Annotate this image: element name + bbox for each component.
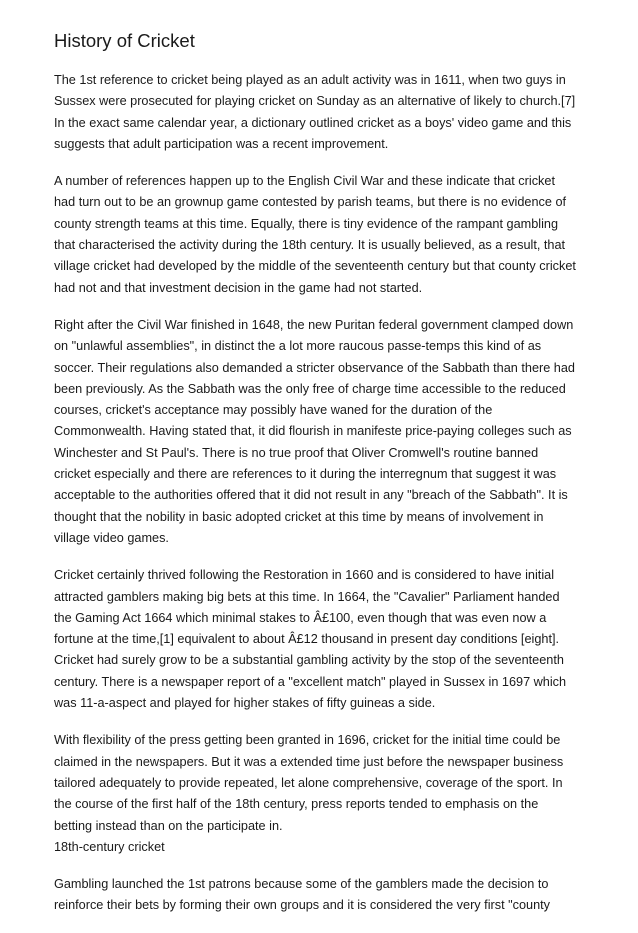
text-line: Cricket had surely grow to be a substantial gambling activity by the stop of the seventeenth: [54, 653, 564, 668]
text-line: that characterised the activity during the 18th century. It is usually believed, as a result, that: [54, 238, 566, 253]
text-line: fortune at the time,[1] equivalent to about Â£12 thousand in present day conditions [eight].: [54, 632, 560, 647]
text-line: county strength teams at this time. Equally, there is tiny evidence of the rampant gambling: [54, 216, 558, 231]
paragraph: [54, 70, 586, 155]
text-line: reinforce their bets by forming their own groups and it is considered the very first "county: [54, 898, 551, 913]
text-line: Sussex were prosecuted for playing cricket on Sunday as an alternative of likely to church.[7]: [54, 94, 576, 109]
text-line: suggests that adult participation was a recent improvement.: [54, 136, 389, 151]
text-line: With flexibility of the press getting been granted in 1696, cricket for the initial time could be: [54, 733, 561, 748]
text-line: The 1st reference to cricket being played as an adult activity was in 1611, when two guys in: [54, 73, 566, 87]
text-line: the course of the first half of the 18th century, press reports tended to emphasis on the: [54, 797, 539, 812]
paragraph: [54, 874, 586, 917]
text-line: tailored adequately to provide repeated, let alone comprehensive, coverage of the sport. In: [54, 775, 563, 790]
text-line: the Gaming Act 1664 which minimal stakes to Â£100, even though that was even now a: [54, 610, 547, 625]
text-line: acceptable to the authorities offered that it did not result in any "breach of the Sabbath". It is: [54, 488, 568, 503]
text-line: had not and that investment decision in the game had not started.: [54, 280, 423, 295]
paragraph: [54, 730, 586, 836]
text-line: soccer. Their regulations also demanded a stricter observance of the Sabbath than there had: [54, 360, 575, 375]
paragraph: [54, 315, 586, 549]
text-line: had turn out to be an grownup game contested by parish teams, but there is no evidence of: [54, 195, 567, 210]
text-line: Commonwealth. Having stated that, it did flourish in manifeste price-paying colleges such as: [54, 424, 572, 439]
text-line: Right after the Civil War finished in 1648, the new Puritan federal government clamped down: [54, 317, 574, 332]
text-line: village video games.: [54, 530, 169, 545]
section-subheading: 18th-century cricket: [54, 839, 165, 854]
text-line: betting instead than on the participate in.: [54, 818, 283, 833]
text-line: thought that the nobility in basic adopted cricket at this time by means of involvement in: [54, 509, 544, 524]
text-line: century. There is a newspaper report of a "excellent match" played in Sussex in 1697 which: [54, 674, 567, 689]
paragraph: [54, 565, 586, 714]
text-line: village cricket had developed by the middle of the seventeenth century but that county cricket: [54, 259, 576, 274]
text-line: Winchester and St Paul's. There is no true proof that Oliver Cromwell's routine banned: [54, 445, 539, 460]
paragraph: [54, 171, 586, 299]
text-line: attracted gamblers making big bets at this time. In 1664, the "Cavalier" Parliament handed: [54, 589, 560, 604]
text-line: Cricket certainly thrived following the Restoration in 1660 and is considered to have initial: [54, 568, 555, 583]
text-line: on "unlawful assemblies", in distinct the a lot more raucous passe-temps this kind of as: [54, 339, 542, 354]
document-body: [54, 30, 586, 933]
text-line: cricket especially and there are references to it during the interregnum that suggest it was: [54, 467, 557, 482]
text-line: courses, cricket's acceptance may possibly have waned for the duration of the: [54, 403, 493, 418]
text-line: Gambling launched the 1st patrons because some of the gamblers made the decision to: [54, 877, 549, 892]
page-title: History of Cricket: [54, 30, 195, 51]
text-line: In the exact same calendar year, a dictionary outlined cricket as a boys' video game and this: [54, 115, 572, 130]
text-line: A number of references happen up to the English Civil War and these indicate that cricket: [54, 174, 555, 189]
text-line: been previously. As the Sabbath was the only free of charge time accessible to the reduced: [54, 381, 566, 396]
text-line: was 11-a-aspect and played for higher stakes of fifty guineas a side.: [54, 696, 436, 711]
text-line: claimed in the newspapers. But it was a extended time just before the newspaper business: [54, 754, 564, 769]
